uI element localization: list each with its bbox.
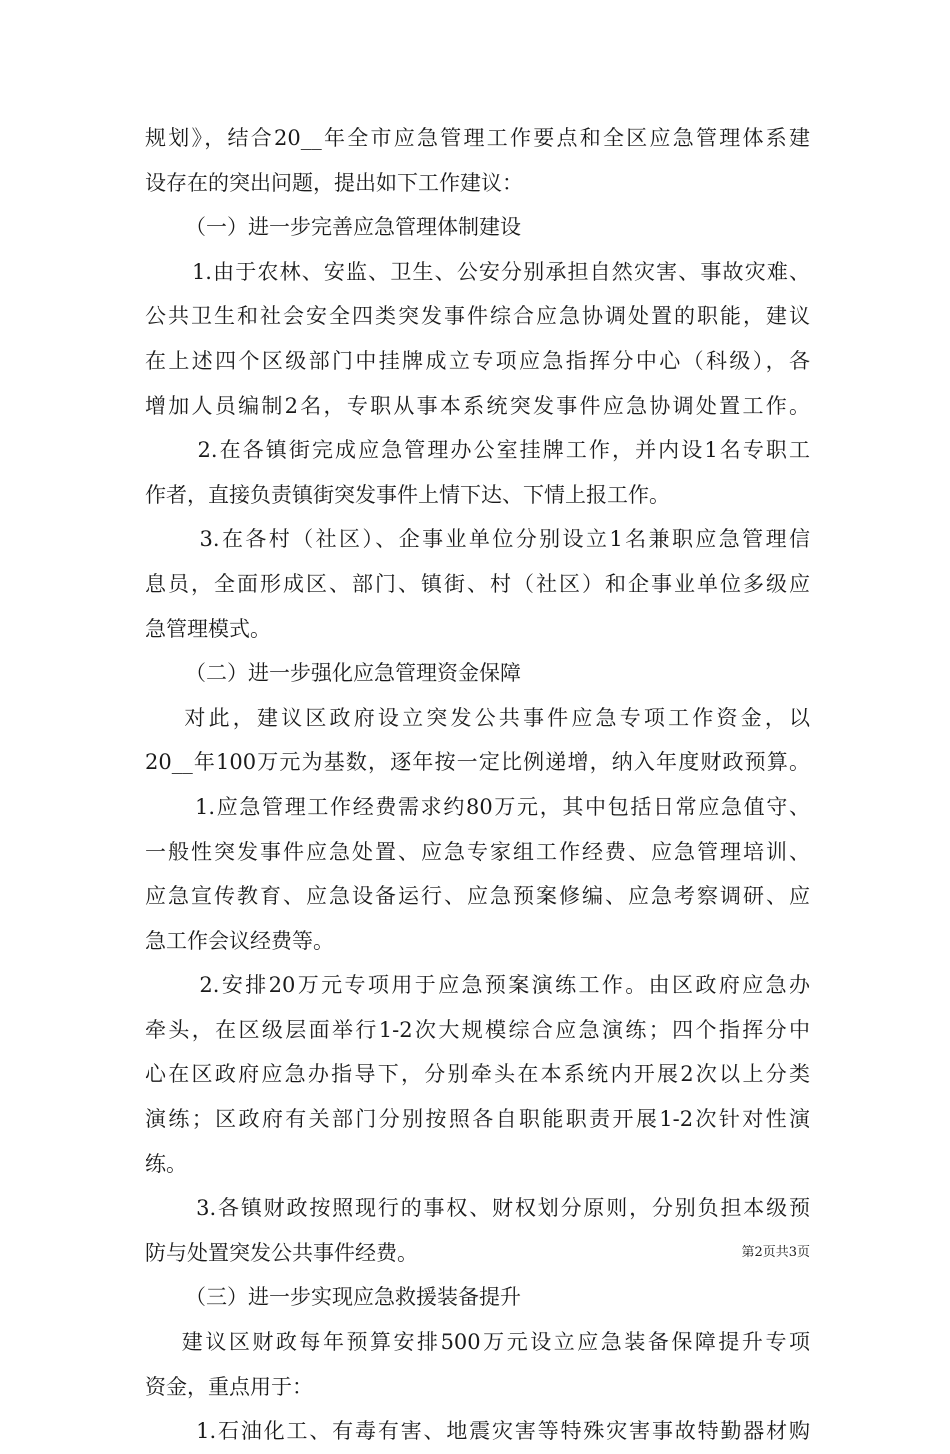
text-line: 对此，建议区政府设立突发公共事件应急专项工作资金，以 xyxy=(145,705,810,730)
text-line: 公共卫生和社会安全四类突发事件综合应急协调处置的职能，建议 xyxy=(145,304,810,329)
text-line: 作者，直接负责镇街突发事件上情下达、下情上报工作。 xyxy=(145,482,670,507)
text-line: 息员，全面形成区、部门、镇街、村（社区）和企事业单位多级应 xyxy=(145,571,810,596)
text-line: 2.安排20万元专项用于应急预案演练工作。由区政府应急办 xyxy=(145,973,810,998)
text-line: 建议区财政每年预算安排500万元设立应急装备保障提升专项 xyxy=(145,1330,810,1355)
text-line: 1.由于农林、安监、卫生、公安分别承担自然灾害、事故灾难、 xyxy=(145,259,810,284)
section-heading: （二）进一步强化应急管理资金保障 xyxy=(145,661,522,686)
text-line: 应急宣传教育、应急设备运行、应急预案修编、应急考察调研、应 xyxy=(145,884,810,909)
text-line: 1.应急管理工作经费需求约80万元，其中包括日常应急值守、 xyxy=(145,794,810,819)
text-line: 防与处置突发公共事件经费。 xyxy=(145,1240,418,1265)
text-line: 心在区政府应急办指导下，分别牵头在本系统内开展2次以上分类 xyxy=(145,1062,810,1087)
text-line: 增加人员编制2名，专职从事本系统突发事件应急协调处置工作。 xyxy=(145,393,810,418)
text-line: 急工作会议经费等。 xyxy=(145,928,334,953)
text-line: 演练；区政府有关部门分别按照各自职能职责开展1-2次针对性演 xyxy=(145,1107,810,1132)
page-number-footer: 第2页共3页 xyxy=(741,1245,810,1260)
text-line: 20__年100万元为基数，逐年按一定比例递增，纳入年度财政预算。 xyxy=(145,750,810,775)
text-line: 规划》，结合20__年全市应急管理工作要点和全区应急管理体系建 xyxy=(145,126,810,150)
text-line: 牵头，在区级层面举行1-2次大规模综合应急演练；四个指挥分中 xyxy=(145,1017,810,1042)
text-line: 3.在各村（社区）、企事业单位分别设立1名兼职应急管理信 xyxy=(145,527,810,552)
text-line: 练。 xyxy=(145,1151,187,1176)
text-line: 1.石油化工、有毒有害、地震灾害等特殊灾害事故特勤器材购 xyxy=(145,1419,810,1444)
text-line: 2.在各镇街完成应急管理办公室挂牌工作，并内设1名专职工 xyxy=(145,438,810,463)
text-line: 急管理模式。 xyxy=(145,616,271,641)
text-line: 资金，重点用于： xyxy=(145,1374,313,1399)
text-line: 设存在的突出问题，提出如下工作建议： xyxy=(145,170,523,195)
section-heading: （三）进一步实现应急救援装备提升 xyxy=(145,1285,522,1310)
section-heading: （一）进一步完善应急管理体制建设 xyxy=(145,215,522,240)
text-line: 一般性突发事件应急处置、应急专家组工作经费、应急管理培训、 xyxy=(145,839,810,864)
text-line: 3.各镇财政按照现行的事权、财权划分原则，分别负担本级预 xyxy=(145,1196,810,1221)
text-line: 在上述四个区级部门中挂牌成立专项应急指挥分中心（科级），各 xyxy=(145,348,810,373)
